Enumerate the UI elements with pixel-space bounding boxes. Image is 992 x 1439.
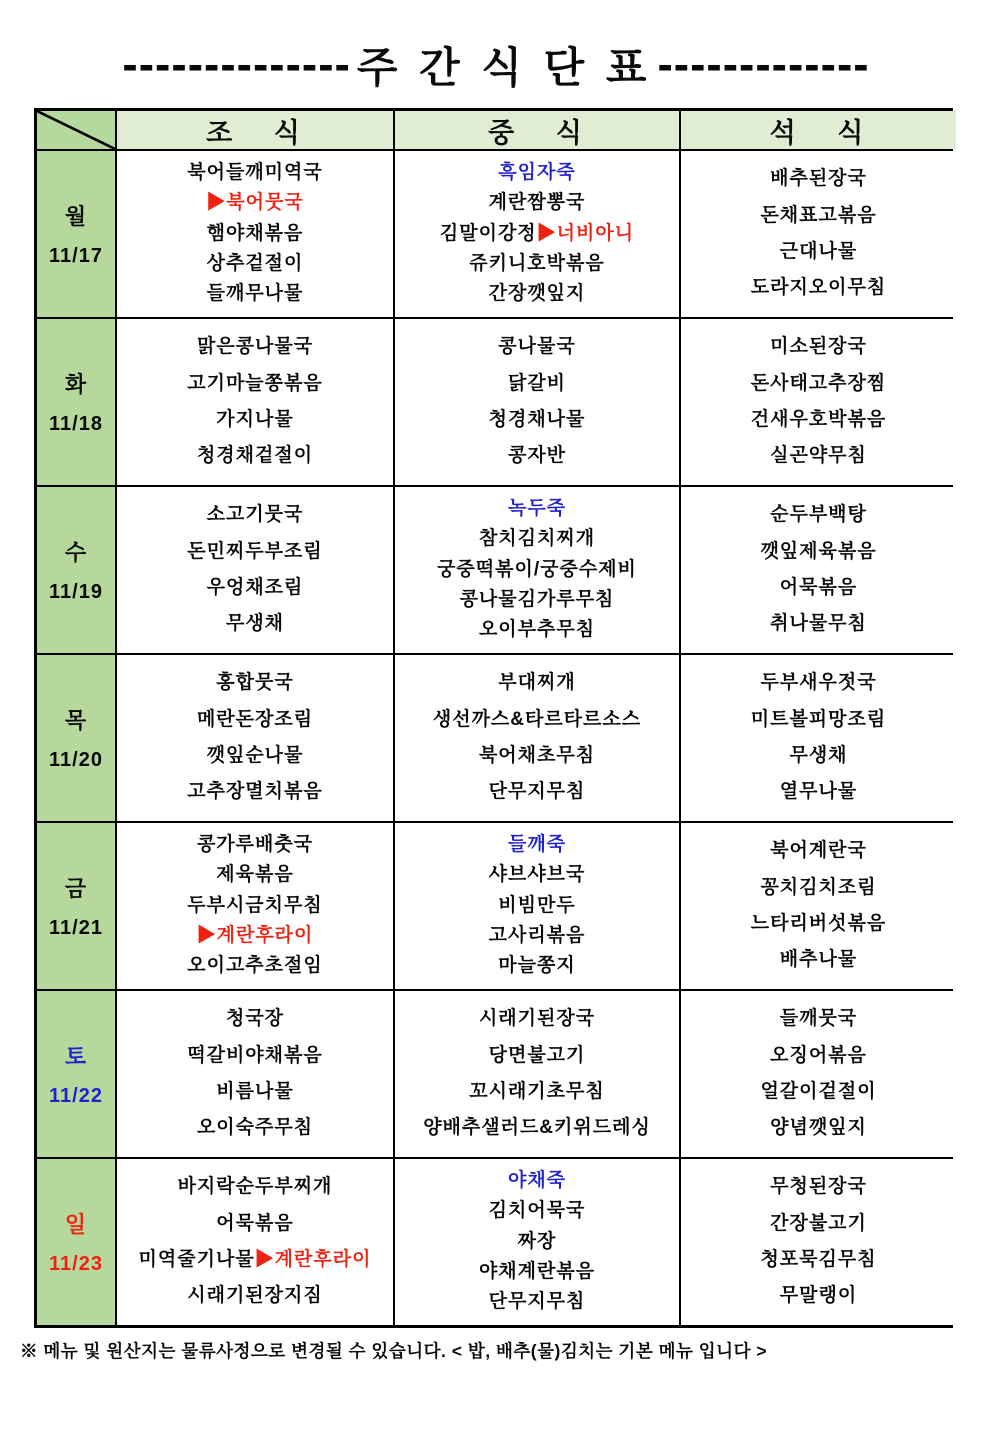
footer-note: ※ 메뉴 및 원산지는 물류사정으로 변경될 수 있습니다. < 밥, 배추(물)김치는 기본 메뉴 입니다 > [20, 1341, 768, 1361]
menu-item [479, 745, 595, 768]
menu-item [197, 1117, 313, 1140]
day-date: 11/19 [49, 581, 103, 603]
menu-item [760, 1081, 876, 1104]
menu-item-segment: 햄야채볶음 [206, 222, 304, 244]
menu-item-segment: 가지나물 [216, 408, 294, 430]
menu-item [780, 1008, 857, 1031]
menu-item [207, 283, 304, 306]
menu-item-segment-red: ▶계란후라이 [196, 924, 314, 946]
day-label: 일 [64, 1212, 88, 1237]
menu-item-segment: 비빔만두 [498, 894, 576, 916]
menu-item-segment: 간장불고기 [770, 1212, 867, 1234]
day-cell-11-20 [37, 655, 115, 821]
menu-item [489, 925, 586, 948]
day-date: 11/21 [49, 917, 103, 939]
menu-item-segment: 단무지무침 [488, 1290, 586, 1312]
menu-item [207, 223, 304, 246]
menu-item-segment: 들깨무나물 [206, 282, 304, 304]
menu-item-segment: 김치어묵국 [488, 1200, 586, 1222]
menu-cell-lunch-11-20 [395, 655, 679, 821]
menu-item [770, 1117, 867, 1140]
menu-item-segment: 제육볶음 [216, 864, 294, 886]
menu-item-segment: 깻잎제육볶음 [760, 540, 877, 562]
menu-item-segment: 북어들깨미역국 [187, 162, 323, 184]
menu-item [780, 949, 857, 972]
menu-item-segment: 미트볼피망조림 [750, 708, 887, 730]
menu-item-segment: 오이숙주무침 [196, 1116, 314, 1138]
menu-item-segment: 얼갈이겉절이 [760, 1080, 877, 1102]
menu-item-segment: 계란짬뽕국 [488, 192, 586, 214]
menu-item-segment: 무생채 [225, 612, 285, 634]
menu-item [207, 253, 304, 276]
menu-item-segment: 근대나물 [779, 240, 858, 262]
menu-item-segment: 홍합뭇국 [216, 672, 294, 694]
page-title [0, 36, 992, 100]
menu-item [760, 672, 876, 695]
menu-item [440, 223, 634, 246]
menu-item-segment: 실곤약무침 [770, 444, 867, 466]
menu-item-segment: 떡갈비야채볶음 [187, 1044, 323, 1066]
menu-item-segment: 고추장멸치볶음 [187, 780, 323, 802]
menu-item-segment: 생선까스&타르타르소스 [432, 708, 642, 730]
menu-item [508, 445, 566, 468]
menu-item-segment: 꼬시래기초무침 [469, 1080, 605, 1102]
title-dashes-left: -------------- [122, 38, 351, 90]
menu-item [207, 577, 304, 600]
menu-item [460, 589, 615, 612]
menu-item-segment: 당면불고기 [488, 1044, 586, 1066]
day-cell-11-17 [37, 151, 115, 317]
menu-item-segment: 꽁치김치조림 [760, 876, 877, 898]
menu-cell-dinner-11-17 [681, 151, 956, 317]
menu-item [216, 1213, 293, 1236]
menu-item-segment-blue: 흑임자죽 [498, 162, 576, 184]
title-dashes-right: ------------- [657, 38, 870, 90]
menu-item-segment: 우엉채조림 [206, 576, 304, 598]
menu-item-segment-red: ▶계란후라이 [254, 1248, 372, 1270]
menu-item [479, 1008, 595, 1031]
menu-item [479, 1261, 595, 1284]
menu-item [770, 613, 867, 636]
menu-item [489, 864, 586, 887]
menu-item [139, 1249, 372, 1272]
menu-cell-breakfast-11-22 [117, 991, 393, 1157]
menu-item [751, 409, 886, 432]
menu-item [216, 864, 293, 887]
menu-item-segment: 미역줄기나물 [138, 1248, 255, 1270]
menu-item [216, 409, 293, 432]
menu-item-segment: 샤브샤브국 [488, 864, 586, 886]
day-cell-11-19 [37, 487, 115, 653]
diagonal-line [37, 111, 115, 149]
menu-item [751, 913, 886, 936]
menu-item-segment: 김말이강정 [439, 222, 537, 244]
menu-item [187, 541, 322, 564]
menu-cell-lunch-11-21 [395, 823, 679, 989]
menu-item [751, 373, 886, 396]
menu-item-segment: 돈채표고볶음 [760, 204, 877, 226]
menu-item [498, 162, 575, 185]
menu-item [423, 1117, 651, 1140]
menu-cell-lunch-11-18 [395, 319, 679, 485]
day-date: 11/18 [49, 413, 103, 435]
menu-item-segment: 북어채초무침 [478, 744, 596, 766]
menu-item-segment: 마늘쫑지 [498, 954, 576, 976]
menu-item-segment: 건새우호박볶음 [750, 408, 887, 430]
menu-item-segment: 오이부추무침 [478, 618, 596, 640]
menu-item [760, 877, 876, 900]
menu-item-segment: 취나물무침 [770, 612, 867, 634]
menu-item [433, 709, 641, 732]
menu-item-segment-blue: 야채죽 [507, 1170, 567, 1192]
menu-item-segment: 청국장 [225, 1008, 285, 1030]
menu-item-segment: 콩나물국 [498, 336, 576, 358]
menu-item [508, 1170, 566, 1193]
menu-item-segment: 청경채겉절이 [196, 444, 314, 466]
menu-item-segment: 어묵볶음 [216, 1212, 294, 1234]
menu-item [197, 834, 313, 857]
menu-cell-lunch-11-17 [395, 151, 679, 317]
menu-item [508, 498, 566, 521]
menu-item [508, 373, 566, 396]
menu-item [187, 1285, 322, 1308]
menu-item-segment: 들깨뭇국 [779, 1008, 858, 1030]
menu-item [770, 168, 867, 191]
day-label: 토 [64, 1044, 88, 1069]
menu-item-segment: 북어계란국 [770, 840, 867, 862]
menu-item [489, 192, 586, 215]
day-date: 11/17 [49, 245, 103, 267]
menu-item-segment: 느타리버섯볶음 [750, 912, 887, 934]
menu-item [789, 745, 847, 768]
menu-item-segment: 깻잎순나물 [206, 744, 304, 766]
menu-item [226, 613, 284, 636]
menu-item-segment: 두부시금치무침 [187, 894, 323, 916]
menu-item-segment: 두부새우젓국 [760, 672, 877, 694]
weekly-menu-table [34, 108, 953, 1328]
day-label: 월 [64, 204, 88, 229]
menu-item-segment: 콩나물김가루무침 [459, 588, 615, 610]
menu-item-segment: 미소된장국 [770, 336, 867, 358]
menu-item-segment: 맑은콩나물국 [196, 336, 314, 358]
menu-item [498, 895, 575, 918]
menu-item [498, 672, 575, 695]
menu-item [770, 1176, 867, 1199]
menu-item [770, 840, 867, 863]
day-label: 금 [64, 876, 88, 901]
menu-item [479, 619, 595, 642]
menu-item [770, 504, 867, 527]
menu-item-segment: 콩자반 [507, 444, 567, 466]
menu-item-segment: 어묵볶음 [779, 576, 858, 598]
menu-item [780, 241, 857, 264]
day-label: 화 [64, 372, 88, 397]
day-date: 11/20 [49, 749, 103, 771]
menu-item-segment: 오이고추초절임 [187, 954, 323, 976]
menu-item [187, 895, 322, 918]
menu-item-segment: 짜장 [517, 1230, 557, 1252]
menu-item-segment: 궁중떡볶이/궁중수제비 [437, 558, 637, 580]
menu-item [760, 541, 876, 564]
menu-item [770, 1213, 867, 1236]
menu-item [489, 409, 586, 432]
menu-item [760, 1249, 876, 1272]
menu-item [216, 672, 293, 695]
menu-item-segment: 양념깻잎지 [770, 1116, 867, 1138]
menu-cell-dinner-11-23 [681, 1159, 956, 1325]
day-date: 11/22 [49, 1085, 103, 1107]
menu-item [780, 781, 857, 804]
menu-item [489, 1291, 586, 1314]
menu-cell-breakfast-11-21 [117, 823, 393, 989]
menu-item-segment: 단무지무침 [488, 780, 586, 802]
menu-item [760, 205, 876, 228]
menu-item-segment: 돈민찌두부조림 [187, 540, 323, 562]
menu-item-segment: 순두부백탕 [770, 504, 867, 526]
menu-item [518, 1231, 557, 1254]
day-label: 목 [64, 708, 88, 733]
menu-item-segment: 참치김치찌개 [478, 528, 596, 550]
menu-item [187, 1045, 322, 1068]
menu-cell-lunch-11-19 [395, 487, 679, 653]
menu-cell-breakfast-11-17 [117, 151, 393, 317]
menu-item-segment-blue: 들깨죽 [507, 834, 567, 856]
menu-item [489, 781, 586, 804]
header-cell-breakfast: 조 식 [117, 111, 393, 149]
menu-item [489, 1045, 586, 1068]
menu-item [187, 373, 322, 396]
menu-item [197, 925, 314, 948]
menu-item-segment: 간장깻잎지 [488, 282, 586, 304]
day-cell-11-18 [37, 319, 115, 485]
menu-item-segment-blue: 녹두죽 [507, 498, 567, 520]
menu-cell-dinner-11-21 [681, 823, 956, 989]
menu-item [469, 1081, 604, 1104]
menu-item [508, 834, 566, 857]
day-date: 11/23 [49, 1253, 103, 1275]
menu-item-segment: 고사리볶음 [488, 924, 586, 946]
menu-item [178, 1176, 333, 1199]
menu-item [498, 336, 575, 359]
menu-cell-dinner-11-20 [681, 655, 956, 821]
menu-item [498, 955, 575, 978]
menu-item-segment: 메란돈장조림 [196, 708, 314, 730]
menu-item [226, 1008, 284, 1031]
menu-cell-breakfast-11-23 [117, 1159, 393, 1325]
menu-cell-dinner-11-22 [681, 991, 956, 1157]
day-cell-11-21 [37, 823, 115, 989]
menu-item [437, 559, 637, 582]
menu-item-segment: 오징어볶음 [770, 1044, 867, 1066]
menu-item-segment: 시래기된장지짐 [187, 1284, 323, 1306]
menu-cell-breakfast-11-19 [117, 487, 393, 653]
menu-item [780, 1285, 857, 1308]
menu-item-segment: 상추겉절이 [206, 252, 304, 274]
menu-item [751, 277, 886, 300]
menu-item [770, 1045, 867, 1068]
menu-item-segment: 쥬키니호박볶음 [469, 252, 605, 274]
menu-item-segment: 양배추샐러드&키위드레싱 [423, 1116, 651, 1138]
menu-item [489, 1200, 586, 1223]
menu-item-segment: 야채계란볶음 [478, 1260, 596, 1282]
menu-item [187, 955, 322, 978]
header-cell-lunch: 중 식 [395, 111, 679, 149]
menu-item-segment: 도라지오이무침 [750, 276, 887, 298]
menu-item-segment: 무생채 [789, 744, 848, 766]
day-label: 수 [64, 540, 88, 565]
menu-item-segment: 고기마늘쫑볶음 [187, 372, 323, 394]
menu-item-segment: 돈사태고추장찜 [750, 372, 887, 394]
menu-item-segment-red: ▶북어뭇국 [206, 192, 304, 214]
menu-item-segment: 청경채나물 [488, 408, 586, 430]
header-cell-dinner: 석 식 [681, 111, 956, 149]
day-cell-11-22 [37, 991, 115, 1157]
menu-item-segment: 시래기된장국 [478, 1008, 596, 1030]
menu-item [780, 577, 857, 600]
menu-item [216, 1081, 293, 1104]
menu-item [207, 504, 304, 527]
menu-item [469, 253, 604, 276]
menu-item-segment: 청포묵김무침 [760, 1248, 877, 1270]
menu-item-segment: 부대찌개 [498, 672, 576, 694]
menu-cell-lunch-11-22 [395, 991, 679, 1157]
menu-item [207, 745, 304, 768]
menu-item-segment: 배추나물 [779, 948, 858, 970]
menu-item-segment: 무말랭이 [779, 1284, 858, 1306]
menu-item [770, 336, 867, 359]
menu-item [197, 445, 313, 468]
menu-item [197, 336, 313, 359]
menu-item-segment: 닭갈비 [507, 372, 567, 394]
menu-item [187, 162, 322, 185]
menu-item [197, 709, 313, 732]
menu-cell-dinner-11-18 [681, 319, 956, 485]
menu-cell-lunch-11-23 [395, 1159, 679, 1325]
corner-cell [37, 111, 115, 149]
menu-item [489, 283, 586, 306]
menu-item-segment: 소고기뭇국 [206, 504, 304, 526]
menu-cell-dinner-11-19 [681, 487, 956, 653]
menu-cell-breakfast-11-18 [117, 319, 393, 485]
menu-item [751, 709, 886, 732]
menu-cell-breakfast-11-20 [117, 655, 393, 821]
day-cell-11-23 [37, 1159, 115, 1325]
menu-item-segment-red: ▶너비아니 [536, 222, 635, 244]
menu-item [770, 445, 867, 468]
menu-item-segment: 콩가루배춧국 [196, 834, 314, 856]
menu-item-segment: 열무나물 [779, 780, 858, 802]
menu-item-segment: 배추된장국 [770, 168, 867, 190]
page-title-text: 주 간 식 단 표 [356, 44, 652, 91]
menu-item-segment: 바지락순두부찌개 [177, 1176, 333, 1198]
menu-item-segment: 무청된장국 [770, 1176, 867, 1198]
menu-item [479, 528, 595, 551]
menu-item [206, 192, 303, 215]
weekly-menu-page [0, 36, 992, 1439]
menu-item [187, 781, 322, 804]
menu-item-segment: 비름나물 [216, 1080, 294, 1102]
